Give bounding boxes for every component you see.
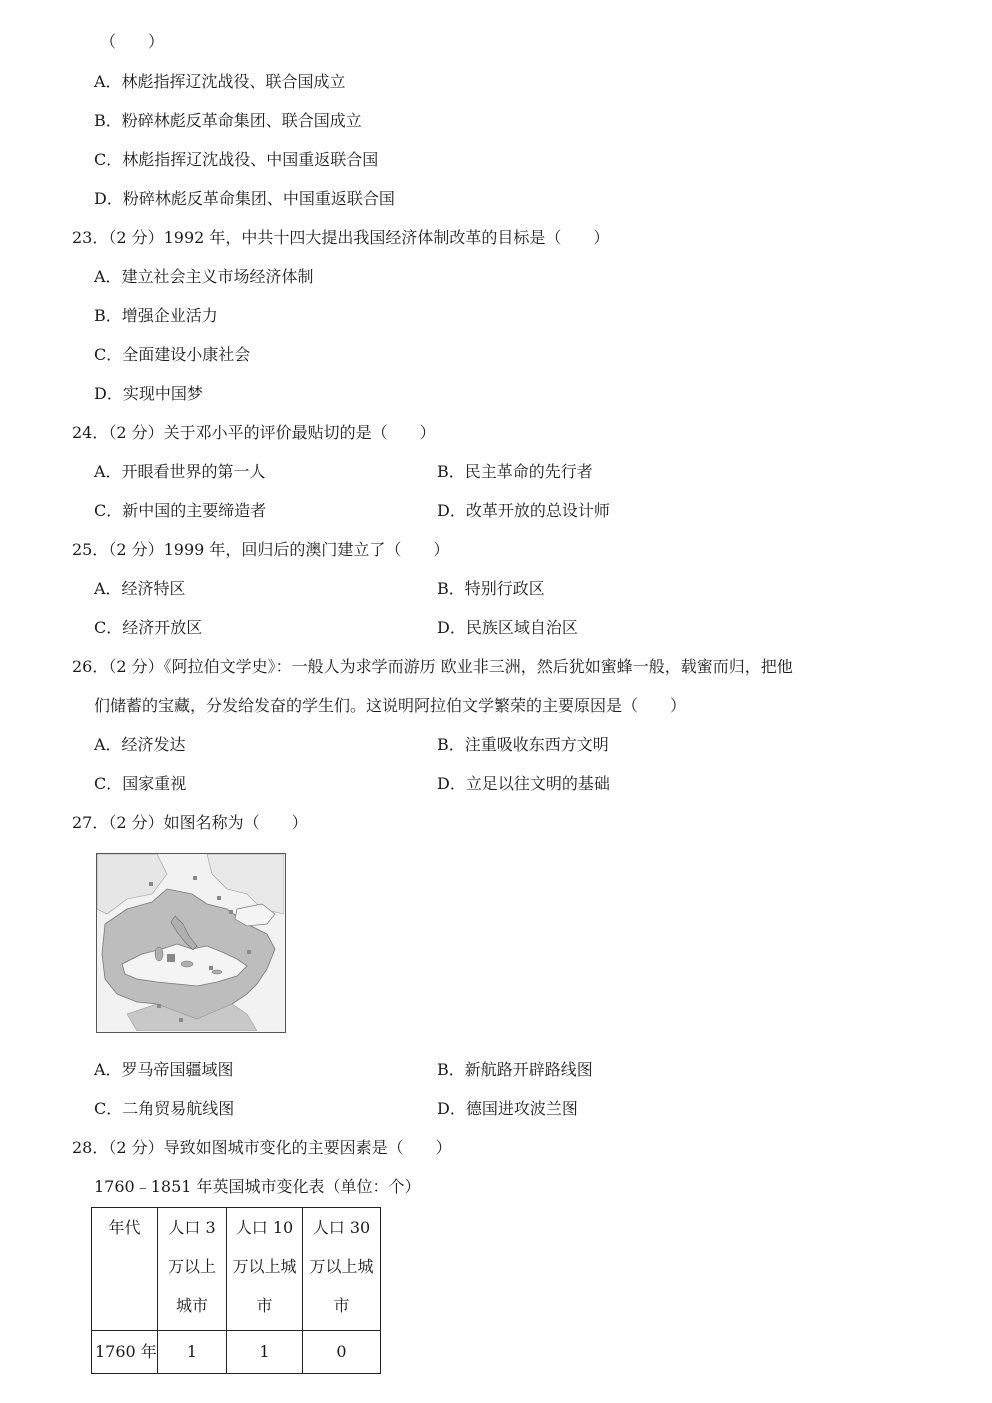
- q23-stem: 23．（2 分）1992 年，中共十四大提出我国经济体制改革的目标是（ ）: [72, 228, 610, 247]
- roman-empire-map-image: [96, 853, 286, 1033]
- q26-option-b: B．注重吸收东西方文明: [437, 735, 609, 754]
- header-pop-300k-line2: 万以上城: [309, 1257, 374, 1276]
- q26-option-d: D．立足以往文明的基础: [437, 774, 610, 793]
- q24-option-c: C．新中国的主要缔造者: [94, 501, 267, 520]
- q24-stem: 24．（2 分）关于邓小平的评价最贴切的是（ ）: [72, 423, 436, 442]
- city-change-table: [91, 1207, 381, 1374]
- header-pop-300k: [303, 1208, 381, 1331]
- map-illustration: [97, 854, 284, 1031]
- header-pop-100k: [227, 1208, 303, 1331]
- q24-option-b: B．民主革命的先行者: [437, 462, 593, 481]
- header-pop-30k-line2: 万以上: [167, 1257, 216, 1276]
- header-pop-100k-line2: 万以上城: [232, 1257, 297, 1276]
- q27-option-a: A．罗马帝国疆域图: [94, 1060, 234, 1079]
- q23-option-a: A．建立社会主义市场经济体制: [94, 267, 314, 286]
- header-pop-300k-line1: 人口 30: [312, 1218, 371, 1237]
- q26-option-c: C．国家重视: [94, 774, 187, 793]
- q22-option-c: C．林彪指挥辽沈战役、中国重返联合国: [94, 150, 379, 169]
- q24-option-a: A．开眼看世界的第一人: [94, 462, 266, 481]
- cell-v3: 0: [303, 1331, 381, 1374]
- q25-stem: 25．（2 分）1999 年，回归后的澳门建立了（ ）: [72, 540, 450, 559]
- header-pop-30k-line1: 人口 3: [168, 1218, 216, 1237]
- cell-year: 1760 年: [92, 1331, 158, 1374]
- header-year: 年代: [92, 1208, 158, 1331]
- q23-option-b: B．增强企业活力: [94, 306, 218, 325]
- q22-option-d: D．粉碎林彪反革命集团、中国重返联合国: [94, 189, 395, 208]
- q25-option-a: A．经济特区: [94, 579, 186, 598]
- q26-stem-line2: 们储蓄的宝藏，分发给发奋的学生们。这说明阿拉伯文学繁荣的主要原因是（ ）: [94, 696, 687, 715]
- q27-option-d: D．德国进攻波兰图: [437, 1099, 578, 1118]
- q22-option-b: B．粉碎林彪反革命集团、联合国成立: [94, 111, 362, 130]
- cell-v1: 1: [158, 1331, 227, 1374]
- header-pop-30k-line3: 城市: [175, 1296, 208, 1315]
- cell-v2: 1: [227, 1331, 303, 1374]
- header-pop-300k-line3: 市: [333, 1296, 350, 1315]
- header-pop-30k: [158, 1208, 227, 1331]
- q26-option-a: A．经济发达: [94, 735, 186, 754]
- q27-stem: 27．（2 分）如图名称为（ ）: [72, 813, 308, 832]
- q22-option-a: A．林彪指挥辽沈战役、联合国成立: [94, 72, 346, 91]
- q25-option-b: B．特别行政区: [437, 579, 545, 598]
- q23-option-d: D．实现中国梦: [94, 384, 203, 403]
- table-row: [92, 1331, 381, 1374]
- q28-table-title: 1760﹣1851 年英国城市变化表（单位：个）: [94, 1177, 421, 1196]
- q28-stem: 28．（2 分）导致如图城市变化的主要因素是（ ）: [72, 1138, 452, 1157]
- q22-answer-blank: （ ）: [100, 32, 165, 51]
- q25-option-c: C．经济开放区: [94, 618, 203, 637]
- q26-stem-line1: 26．（2 分）《阿拉伯文学史》：一般人为求学而游历 欧业非三洲，然后犹如蜜蜂一般，载蜜而归，把他: [72, 657, 793, 676]
- header-pop-100k-line3: 市: [256, 1296, 273, 1315]
- table-header-row: [92, 1208, 381, 1331]
- q27-option-b: B．新航路开辟路线图: [437, 1060, 593, 1079]
- q23-option-c: C．全面建设小康社会: [94, 345, 251, 364]
- header-pop-100k-line1: 人口 10: [235, 1218, 294, 1237]
- q27-option-c: C．二角贸易航线图: [94, 1099, 235, 1118]
- q25-option-d: D．民族区域自治区: [437, 618, 578, 637]
- q24-option-d: D．改革开放的总设计师: [437, 501, 610, 520]
